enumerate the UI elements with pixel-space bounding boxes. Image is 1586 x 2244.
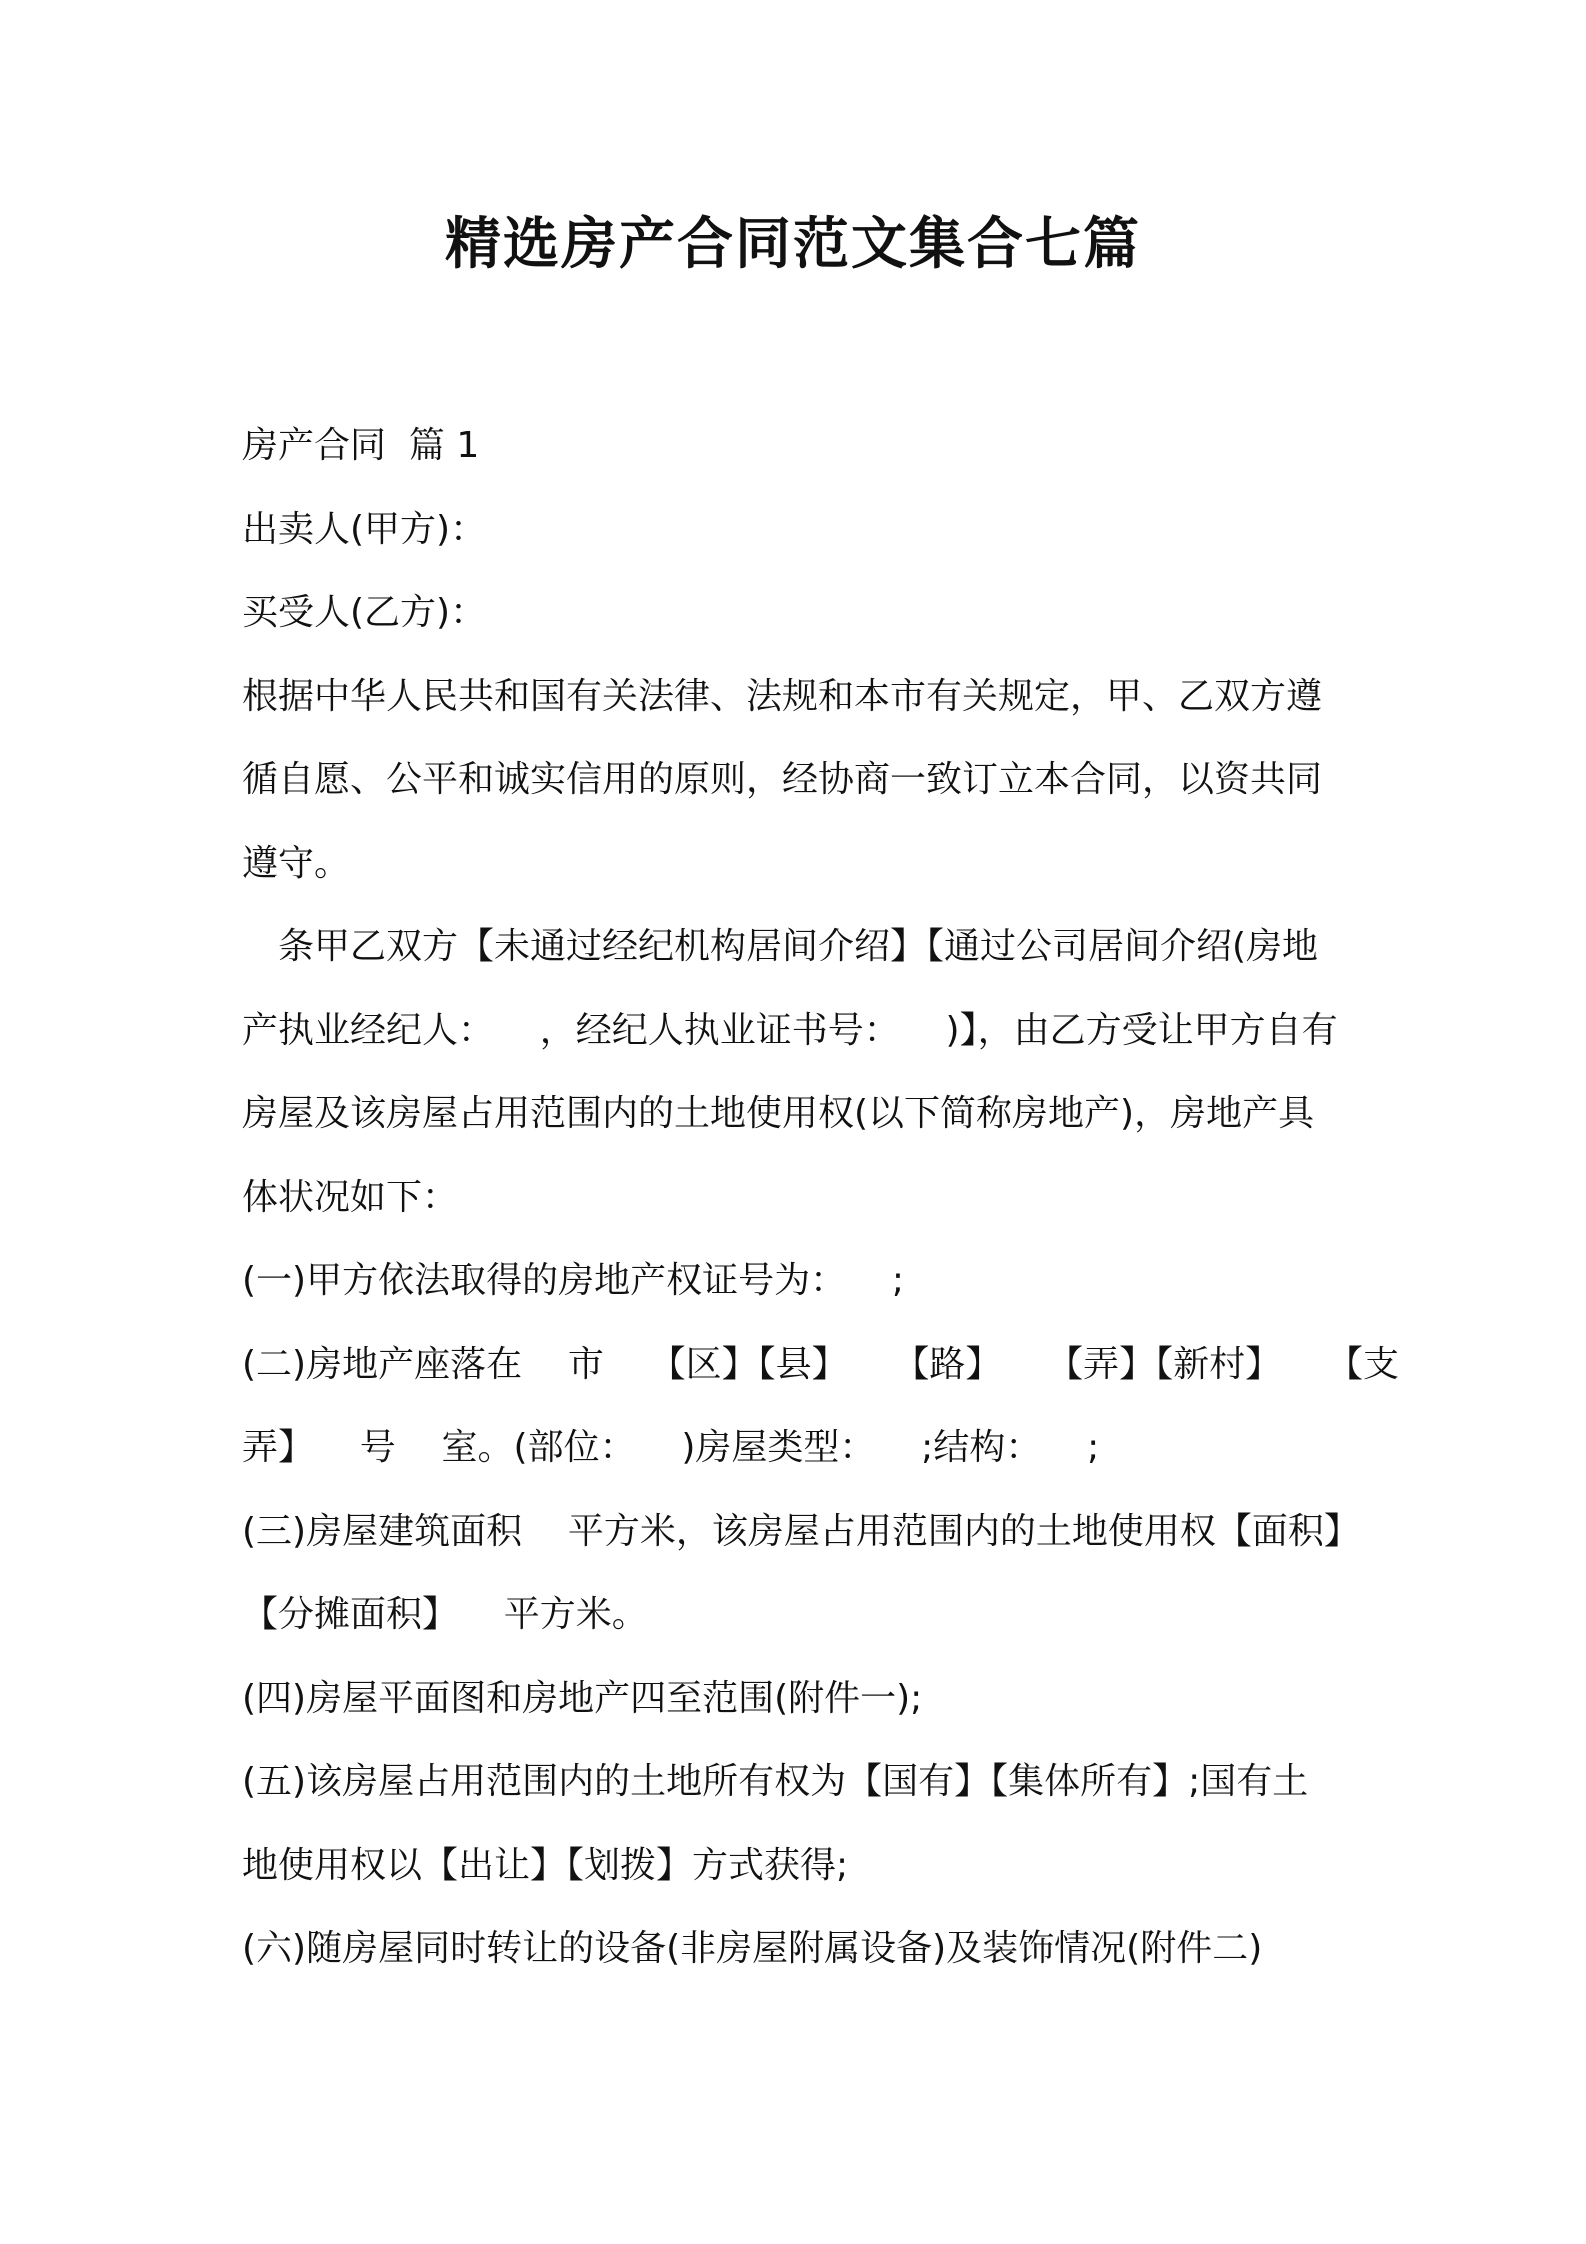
document-body bbox=[242, 404, 1399, 1991]
clause-line: (五)该房屋占用范围内的土地所有权为【国有】【集体所有】;国有土 bbox=[242, 1761, 1309, 1802]
paragraph-line: 条甲乙双方【未通过经纪机构居间介绍】【通过公司居间介绍(房地 bbox=[278, 926, 1319, 967]
paragraph-line: 遵守。 bbox=[242, 842, 351, 884]
clause-line: (四)房屋平面图和房地产四至范围(附件一); bbox=[242, 1677, 923, 1719]
clause-line: (二)房地产座落在 市 【区】【县】 【路】 【弄】【新村】 【支 bbox=[242, 1343, 1399, 1385]
buyer-line: 买受人(乙方)： bbox=[242, 592, 487, 633]
paragraph-line: 体状况如下： bbox=[242, 1176, 459, 1218]
seller-line: 出卖人(甲方)： bbox=[242, 508, 487, 550]
paragraph-line: 循自愿、公平和诚实信用的原则，经协商一致订立本合同，以资共同 bbox=[242, 759, 1323, 800]
clause-line: (六)随房屋同时转让的设备(非房屋附属设备)及装饰情况(附件二) bbox=[242, 1928, 1263, 1969]
paragraph-line: 产执业经纪人： ，经纪人执业证书号： )】，由乙方受让甲方自有 bbox=[242, 1009, 1338, 1051]
paragraph-line: 房屋及该房屋占用范围内的土地使用权(以下简称房地产)，房地产具 bbox=[242, 1093, 1315, 1134]
document-title: 精选房产合同范文集合七篇 bbox=[445, 212, 1141, 277]
clause-line: 地使用权以【出让】【划拨】方式获得; bbox=[242, 1844, 849, 1886]
paragraph-line: 根据中华人民共和国有关法律、法规和本市有关规定，甲、乙双方遵 bbox=[242, 675, 1323, 717]
section-heading: 房产合同 篇 1 bbox=[242, 425, 480, 466]
clause-line: (三)房屋建筑面积 平方米，该房屋占用范围内的土地使用权【面积】 bbox=[242, 1510, 1360, 1552]
clause-line: (一)甲方依法取得的房地产权证号为： ; bbox=[242, 1260, 904, 1301]
clause-line: 弄】 号 室。(部位： )房屋类型： ;结构： ; bbox=[242, 1427, 1100, 1468]
clause-line: 【分摊面积】 平方米。 bbox=[242, 1594, 648, 1635]
